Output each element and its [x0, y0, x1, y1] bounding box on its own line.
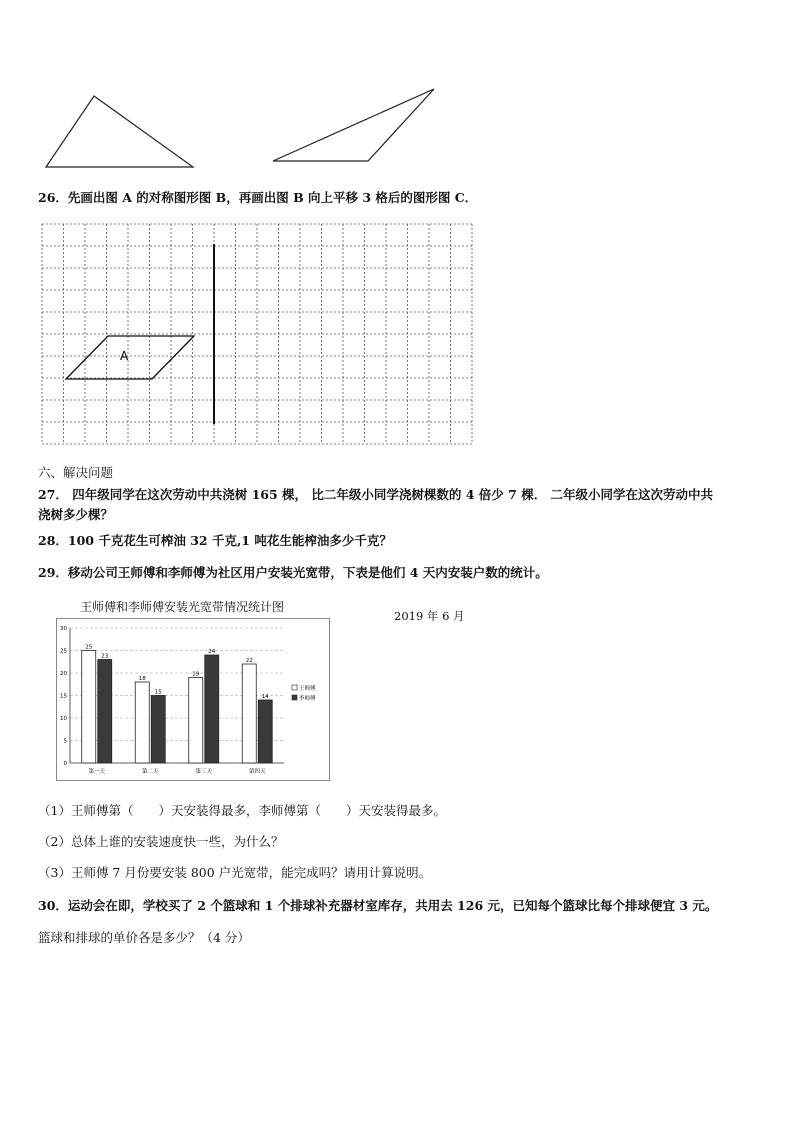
bar-li — [98, 660, 112, 764]
y-tick-label: 10 — [60, 716, 67, 722]
chart-date: 2019 年 6 月 — [394, 609, 465, 623]
question-29: 29．移动公司王师傅和李师傅为社区用户安装光宽带，下表是他们 4 天内安装户数的统计。 — [38, 565, 548, 580]
legend-swatch — [292, 685, 297, 690]
bar-wang — [242, 664, 256, 763]
x-tick-label: 第四天 — [248, 769, 266, 775]
y-tick-label: 25 — [60, 648, 67, 655]
data-label: 23 — [101, 653, 109, 660]
data-label: 19 — [192, 671, 200, 678]
y-tick-label: 5 — [63, 738, 67, 745]
question-29-1: （1）王师傅第（ ）天安装得最多，李师傅第（ ）天安装得最多。 — [38, 803, 446, 818]
section-6-heading: 六、解决问题 — [38, 465, 114, 480]
question-29-3: （3）王师傅 7 月份要安装 800 户光宽带，能完成吗？请用计算说明。 — [38, 865, 432, 880]
y-tick-label: 30 — [60, 626, 67, 632]
question-29-2: （2）总体上谁的安装速度快一些，为什么？ — [38, 834, 284, 849]
data-label: 22 — [245, 658, 253, 664]
data-label: 14 — [261, 694, 269, 700]
legend-swatch — [292, 695, 297, 700]
x-tick-label: 第三天 — [195, 769, 213, 775]
bar-wang — [82, 651, 96, 764]
triangle-left — [46, 96, 193, 167]
question-30-line1: 30．运动会在即，学校买了 2 个篮球和 1 个排球补充器材室库存，共用去 126 元，已知每个篮球比每个排球便宜 3 元。 — [38, 898, 718, 913]
question-26: 26．先画出图 A 的对称图形图 B，再画出图 B 向上平移 3 格后的图形图 C． — [38, 190, 478, 205]
question-27-line2: 浇树多少棵？ — [38, 507, 114, 522]
data-label: 18 — [138, 676, 146, 682]
figure-a-label: A — [120, 349, 129, 363]
y-tick-label: 15 — [60, 693, 67, 700]
x-tick-label: 第二天 — [141, 769, 159, 775]
data-label: 15 — [154, 689, 162, 696]
legend-label: 李师傅 — [299, 696, 316, 702]
bar-li — [151, 696, 165, 764]
question-28: 28．100 千克花生可榨油 32 千克,1 吨花生能榨油多少千克？ — [38, 533, 392, 548]
bar-li — [205, 655, 219, 763]
y-tick-label: 20 — [60, 671, 67, 677]
grid-lines — [42, 224, 472, 444]
triangle-right — [273, 89, 434, 161]
legend-label: 王师傅 — [299, 686, 316, 692]
question-27-line1: 27． 四年级同学在这次劳动中共浇树 165 棵， 比二年级小同学浇树棵数的 4 倍少 7 棵． 二年级小同学在这次劳动中共 — [38, 487, 714, 502]
data-label: 24 — [208, 649, 216, 655]
bar-wang — [135, 682, 149, 763]
bar-li — [258, 700, 272, 763]
grid-figure — [40, 222, 474, 450]
x-tick-label: 第一天 — [88, 769, 106, 775]
bar-wang — [189, 678, 203, 764]
bar-chart — [56, 618, 330, 781]
y-tick-label: 0 — [63, 761, 67, 767]
question-30-line2: 篮球和排球的单价各是多少？（4 分） — [38, 930, 250, 945]
chart-title: 王师傅和李师傅安装光宽带情况统计图 — [80, 600, 285, 614]
data-label: 25 — [85, 644, 93, 651]
triangles-figure — [40, 84, 440, 174]
